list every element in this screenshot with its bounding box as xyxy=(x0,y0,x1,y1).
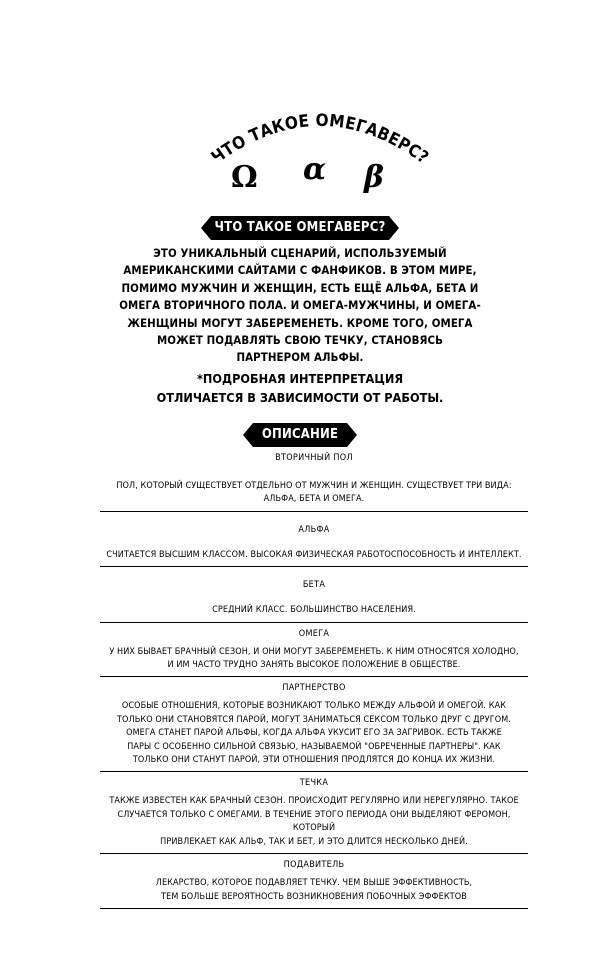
divider-line xyxy=(100,622,528,623)
definitions-list xyxy=(100,452,528,912)
definition-text: ПАРЫ С ОСОБЕННО СИЛЬНОЙ СВЯЗЬЮ, НАЗЫВАЕМОЙ "ОБРЕЧЕННЫЕ ПАРТНЕРЫ". КАК xyxy=(127,741,501,752)
definition-item xyxy=(100,859,528,909)
note-line: *ПОДРОБНАЯ ИНТЕРПРЕТАЦИЯ xyxy=(196,371,404,386)
definition-text: СЧИТАЕТСЯ ВЫСШИМ КЛАССОМ. ВЫСОКАЯ ФИЗИЧЕСКАЯ РАБОТОСПОСОБНОСТЬ И ИНТЕЛЛЕКТ. xyxy=(106,549,522,560)
definition-term: ПОДАВИТЕЛЬ xyxy=(283,860,345,871)
omega-symbol: Ω xyxy=(231,160,258,195)
definition-text: ПРИВЛЕКАЕТ КАК АЛЬФ, ТАК И БЕТ, И ЭТО ДЛИТСЯ НЕСКОЛЬКО ДНЕЙ. xyxy=(160,836,468,847)
intro-line: ОМЕГА ВТОРИЧНОГО ПОЛА. И ОМЕГА-МУЖЧИНЫ, И ОМЕГА- xyxy=(119,298,481,313)
intro-banner xyxy=(0,216,600,242)
definition-term: АЛЬФА xyxy=(298,524,330,535)
definition-text: ЛЕКАРСТВО, КОТОРОЕ ПОДАВЛЯЕТ ТЕЧКУ. ЧЕМ ВЫШЕ ЭФФЕКТИВНОСТЬ, xyxy=(155,878,473,889)
definition-term: ПАРТНЕРСТВО xyxy=(282,683,346,694)
definition-item xyxy=(100,777,528,854)
definition-text: ТАКЖЕ ИЗВЕСТЕН КАК БРАЧНЫЙ СЕЗОН. ПРОИСХОДИТ РЕГУЛЯРНО ИЛИ НЕРЕГУЛЯРНО. ТАКОЕ xyxy=(109,796,519,807)
intro-line: ЭТО УНИКАЛЬНЫЙ СЦЕНАРИЙ, ИСПОЛЬЗУЕМЫЙ xyxy=(153,246,447,260)
alpha-symbol: α xyxy=(303,152,327,187)
definition-item xyxy=(100,579,528,622)
intro-line: ПАРТНЕРОМ АЛЬФЫ. xyxy=(236,350,364,365)
page-title-text: ЧТО ТАКОЕ ОМЕГАВЕРС? xyxy=(207,110,433,169)
intro-line: ПОМИМО МУЖЧИН И ЖЕНЩИН, ЕСТЬ ЕЩЁ АЛЬФА, БЕТА И xyxy=(121,280,479,295)
definition-text: СЛУЧАЕТСЯ ТОЛЬКО С ОМЕГАМИ. В ТЕЧЕНИЕ ЭТОГО ПЕРИОДА ОНИ ВЫДЕЛЯЮТ ФЕРОМОН, КОТОРЫЙ xyxy=(117,809,511,834)
definition-text: СРЕДНИЙ КЛАСС. БОЛЬШИНСТВО НАСЕЛЕНИЯ. xyxy=(212,605,416,616)
definition-item xyxy=(100,682,528,772)
divider-line xyxy=(100,908,528,909)
divider-line xyxy=(100,676,528,677)
definition-item xyxy=(100,628,528,678)
divider-line xyxy=(100,511,528,512)
definition-term: БЕТА xyxy=(302,580,326,591)
definition-text: У НИХ БЫВАЕТ БРАЧНЫЙ СЕЗОН, И ОНИ МОГУТ ЗАБЕРЕМЕНЕТЬ. К НИМ ОТНОСЯТСЯ ХОЛОДНО, xyxy=(109,646,519,657)
intro-line: МОЖЕТ ПОДАВЛЯТЬ СВОЮ ТЕЧКУ, СТАНОВЯСЬ xyxy=(156,333,444,348)
intro-banner-label: ЧТО ТАКОЕ ОМЕГАВЕРС? xyxy=(211,216,389,240)
divider-line xyxy=(100,853,528,854)
definition-text: ПОЛ, КОТОРЫЙ СУЩЕСТВУЕТ ОТДЕЛЬНО ОТ МУЖЧИН И ЖЕНЩИН. СУЩЕСТВУЕТ ТРИ ВИДА: АЛЬФА, БЕТА И ОМЕГА. xyxy=(116,481,512,505)
definition-text: ОСОБЫЕ ОТНОШЕНИЯ, КОТОРЫЕ ВОЗНИКАЮТ ТОЛЬКО МЕЖДУ АЛЬФОЙ И ОМЕГОЙ. КАК xyxy=(121,701,507,712)
divider-line xyxy=(100,771,528,772)
definition-text: ОМЕГА СТАНЕТ ПАРОЙ АЛЬФЫ, КОГДА АЛЬФА УКУСИТ ЕГО ЗА ЗАГРИВОК. ЕСТЬ ТАКЖЕ xyxy=(126,728,502,739)
note-line: ОТЛИЧАЕТСЯ В ЗАВИСИМОСТИ ОТ РАБОТЫ. xyxy=(156,390,444,405)
definition-item xyxy=(100,524,528,567)
description-banner xyxy=(0,423,600,449)
definition-text: ТОЛЬКО ОНИ СТАНОВЯТСЯ ПАРОЙ, МОГУТ ЗАНИМАТЬСЯ СЕКСОМ ТОЛЬКО ДРУГ С ДРУГОМ. xyxy=(117,714,511,725)
definition-text: И ИМ ЧАСТО ТРУДНО ЗАНЯТЬ ВЫСОКОЕ ПОЛОЖЕНИЕ В ОБЩЕСТВЕ. xyxy=(167,660,461,671)
definition-term: ВТОРИЧНЫЙ ПОЛ xyxy=(275,453,353,463)
definition-item xyxy=(100,452,528,512)
gender-symbols xyxy=(0,152,600,200)
divider-line xyxy=(100,566,528,567)
beta-symbol: β xyxy=(364,160,384,195)
intro-paragraph xyxy=(100,245,500,367)
definition-term: ОМЕГА xyxy=(298,628,330,639)
description-banner-label: ОПИСАНИЕ xyxy=(253,423,347,447)
definition-text: ТЕМ БОЛЬШЕ ВЕРОЯТНОСТЬ ВОЗНИКНОВЕНИЯ ПОБОЧНЫХ ЭФФЕКТОВ xyxy=(161,891,467,902)
definition-text: ТОЛЬКО ОНИ СТАНУТ ПАРОЙ, ЭТИ ОТНОШЕНИЯ ПРОДЛЯТСЯ ДО КОНЦА ИХ ЖИЗНИ. xyxy=(132,755,496,766)
definition-term: ТЕЧКА xyxy=(299,778,329,789)
intro-line: ЖЕНЩИНЫ МОГУТ ЗАБЕРЕМЕНЕТЬ. КРОМЕ ТОГО, ОМЕГА xyxy=(127,315,473,330)
interpretation-note xyxy=(100,369,500,407)
intro-line: АМЕРИКАНСКИМИ САЙТАМИ С ФАНФИКОВ. В ЭТОМ МИРЕ, xyxy=(123,263,477,278)
